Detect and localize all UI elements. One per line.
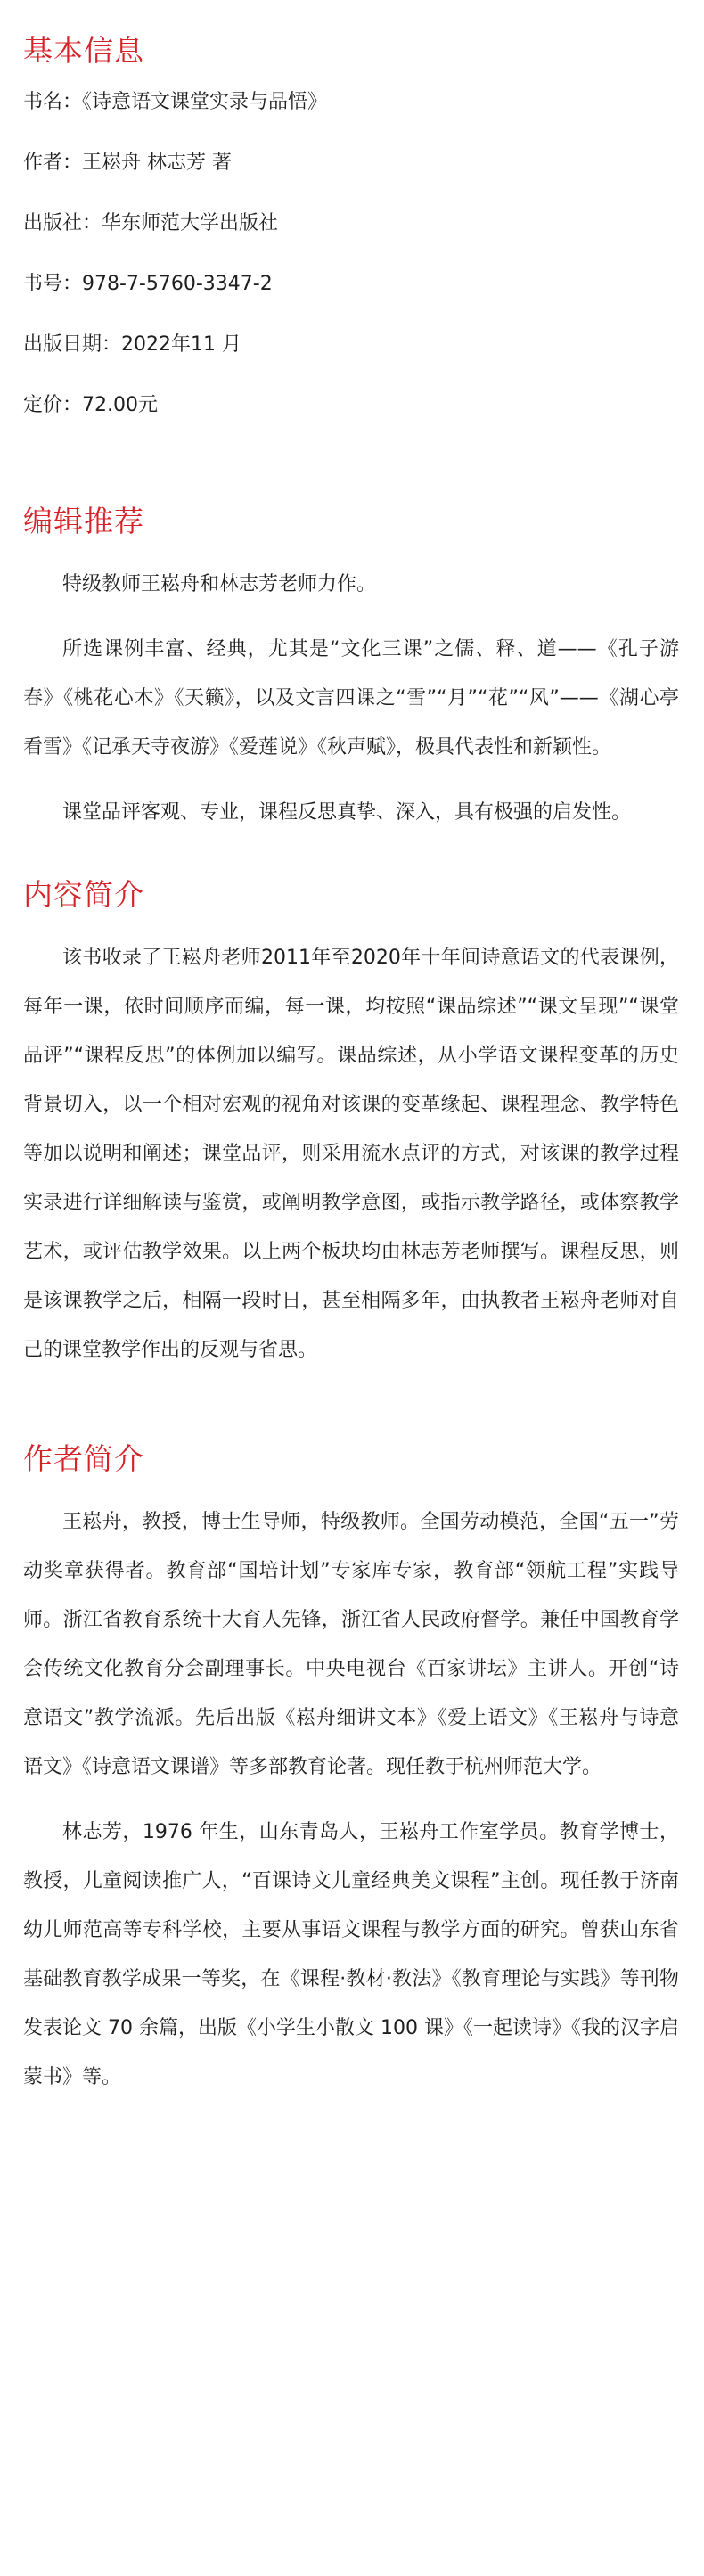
editor-paragraph: 所选课例丰富、经典，尤其是“文化三课”之儒、释、道——《孔子游春》《桃花心木》《天籁》，以及文言四课之“雪”“月”“花”“风”——《湖心亭看雪》《记承天寺夜游》《爱莲说》《秋声赋》，极具代表性和新颖性。 <box>23 638 679 759</box>
basic-info-section <box>23 29 679 419</box>
author-paragraph-wang: 王崧舟，教授，博士生导师，特级教师。全国劳动模范，全国“五一”劳动奖章获得者。教育部“国培计划”专家库专家，教育部“领航工程”实践导师。浙江省教育系统十大育人先锋，浙江省人民政府督学。兼任中国教育学会传统文化教育分会副理事长。中央电视台《百家讲坛》主讲人。开创“诗意语文”教学流派。先后出版《崧舟细讲文本》《爱上语文》《王崧舟与诗意语文》《诗意语文课谱》等多部教育论著。现任教于杭州师范大学。 <box>23 1511 679 1778</box>
editor-paragraph: 课堂品评客观、专业，课程反思真挚、深入，具有极强的启发性。 <box>62 801 632 824</box>
content-summary-section <box>23 873 679 1374</box>
info-book-title: 书名：《诗意语文课堂实录与品悟》 <box>23 91 328 113</box>
info-price: 定价：72.00元 <box>23 394 158 416</box>
section-title-editor-recommendation: 编辑推荐 <box>23 504 144 538</box>
section-title-basic-info: 基本信息 <box>23 33 144 68</box>
info-publisher: 出版社：华东师范大学出版社 <box>23 212 279 234</box>
author-intro-section <box>23 1437 679 2102</box>
info-isbn: 书号：978-7-5760-3347-2 <box>23 273 273 295</box>
editor-recommendation-section <box>23 499 679 837</box>
summary-paragraph: 该书收录了王崧舟老师2011年至2020年十年间诗意语文的代表课例，每年一课，依时间顺序而编，每一课，均按照“课品综述”“课文呈现”“课堂品评”“课程反思”的体例加以编写。课品综述，从小学语文课程变革的历史背景切入，以一个相对宏观的视角对该课的变革缘起、课程理念、教学特色等加以说明和阐述；课堂品评，则采用流水点评的方式，对该课的教学过程实录进行详细解读与鉴赏，或阐明教学意图，或指示教学路径，或体察教学艺术，或评估教学效果。以上两个板块均由林志芳老师撰写。课程反思，则是该课教学之后，相隔一段时日，甚至相隔多年，由执教者王崧舟老师对自己的课堂教学作出的反观与省思。 <box>23 947 679 1361</box>
author-paragraph-lin: 林志芳，1976 年生，山东青岛人，王崧舟工作室学员。教育学博士，教授，儿童阅读推广人，“百课诗文儿童经典美文课程”主创。现任教于济南幼儿师范高等专科学校，主要从事语文课程与教学方面的研究。曾获山东省基础教育教学成果一等奖，在《课程·教材·教法》《教育理论与实践》等刊物发表论文 70 余篇，出版《小学生小散文 100 课》《一起读诗》《我的汉字启蒙书》等。 <box>23 1821 679 2088</box>
section-title-content-summary: 内容简介 <box>23 877 144 912</box>
info-publish-date: 出版日期：2022年11 月 <box>23 333 241 356</box>
info-authors: 作者：王崧舟 林志芳 著 <box>23 152 232 174</box>
editor-paragraph: 特级教师王崧舟和林志芳老师力作。 <box>62 573 377 595</box>
section-title-author-intro: 作者简介 <box>23 1441 144 1476</box>
